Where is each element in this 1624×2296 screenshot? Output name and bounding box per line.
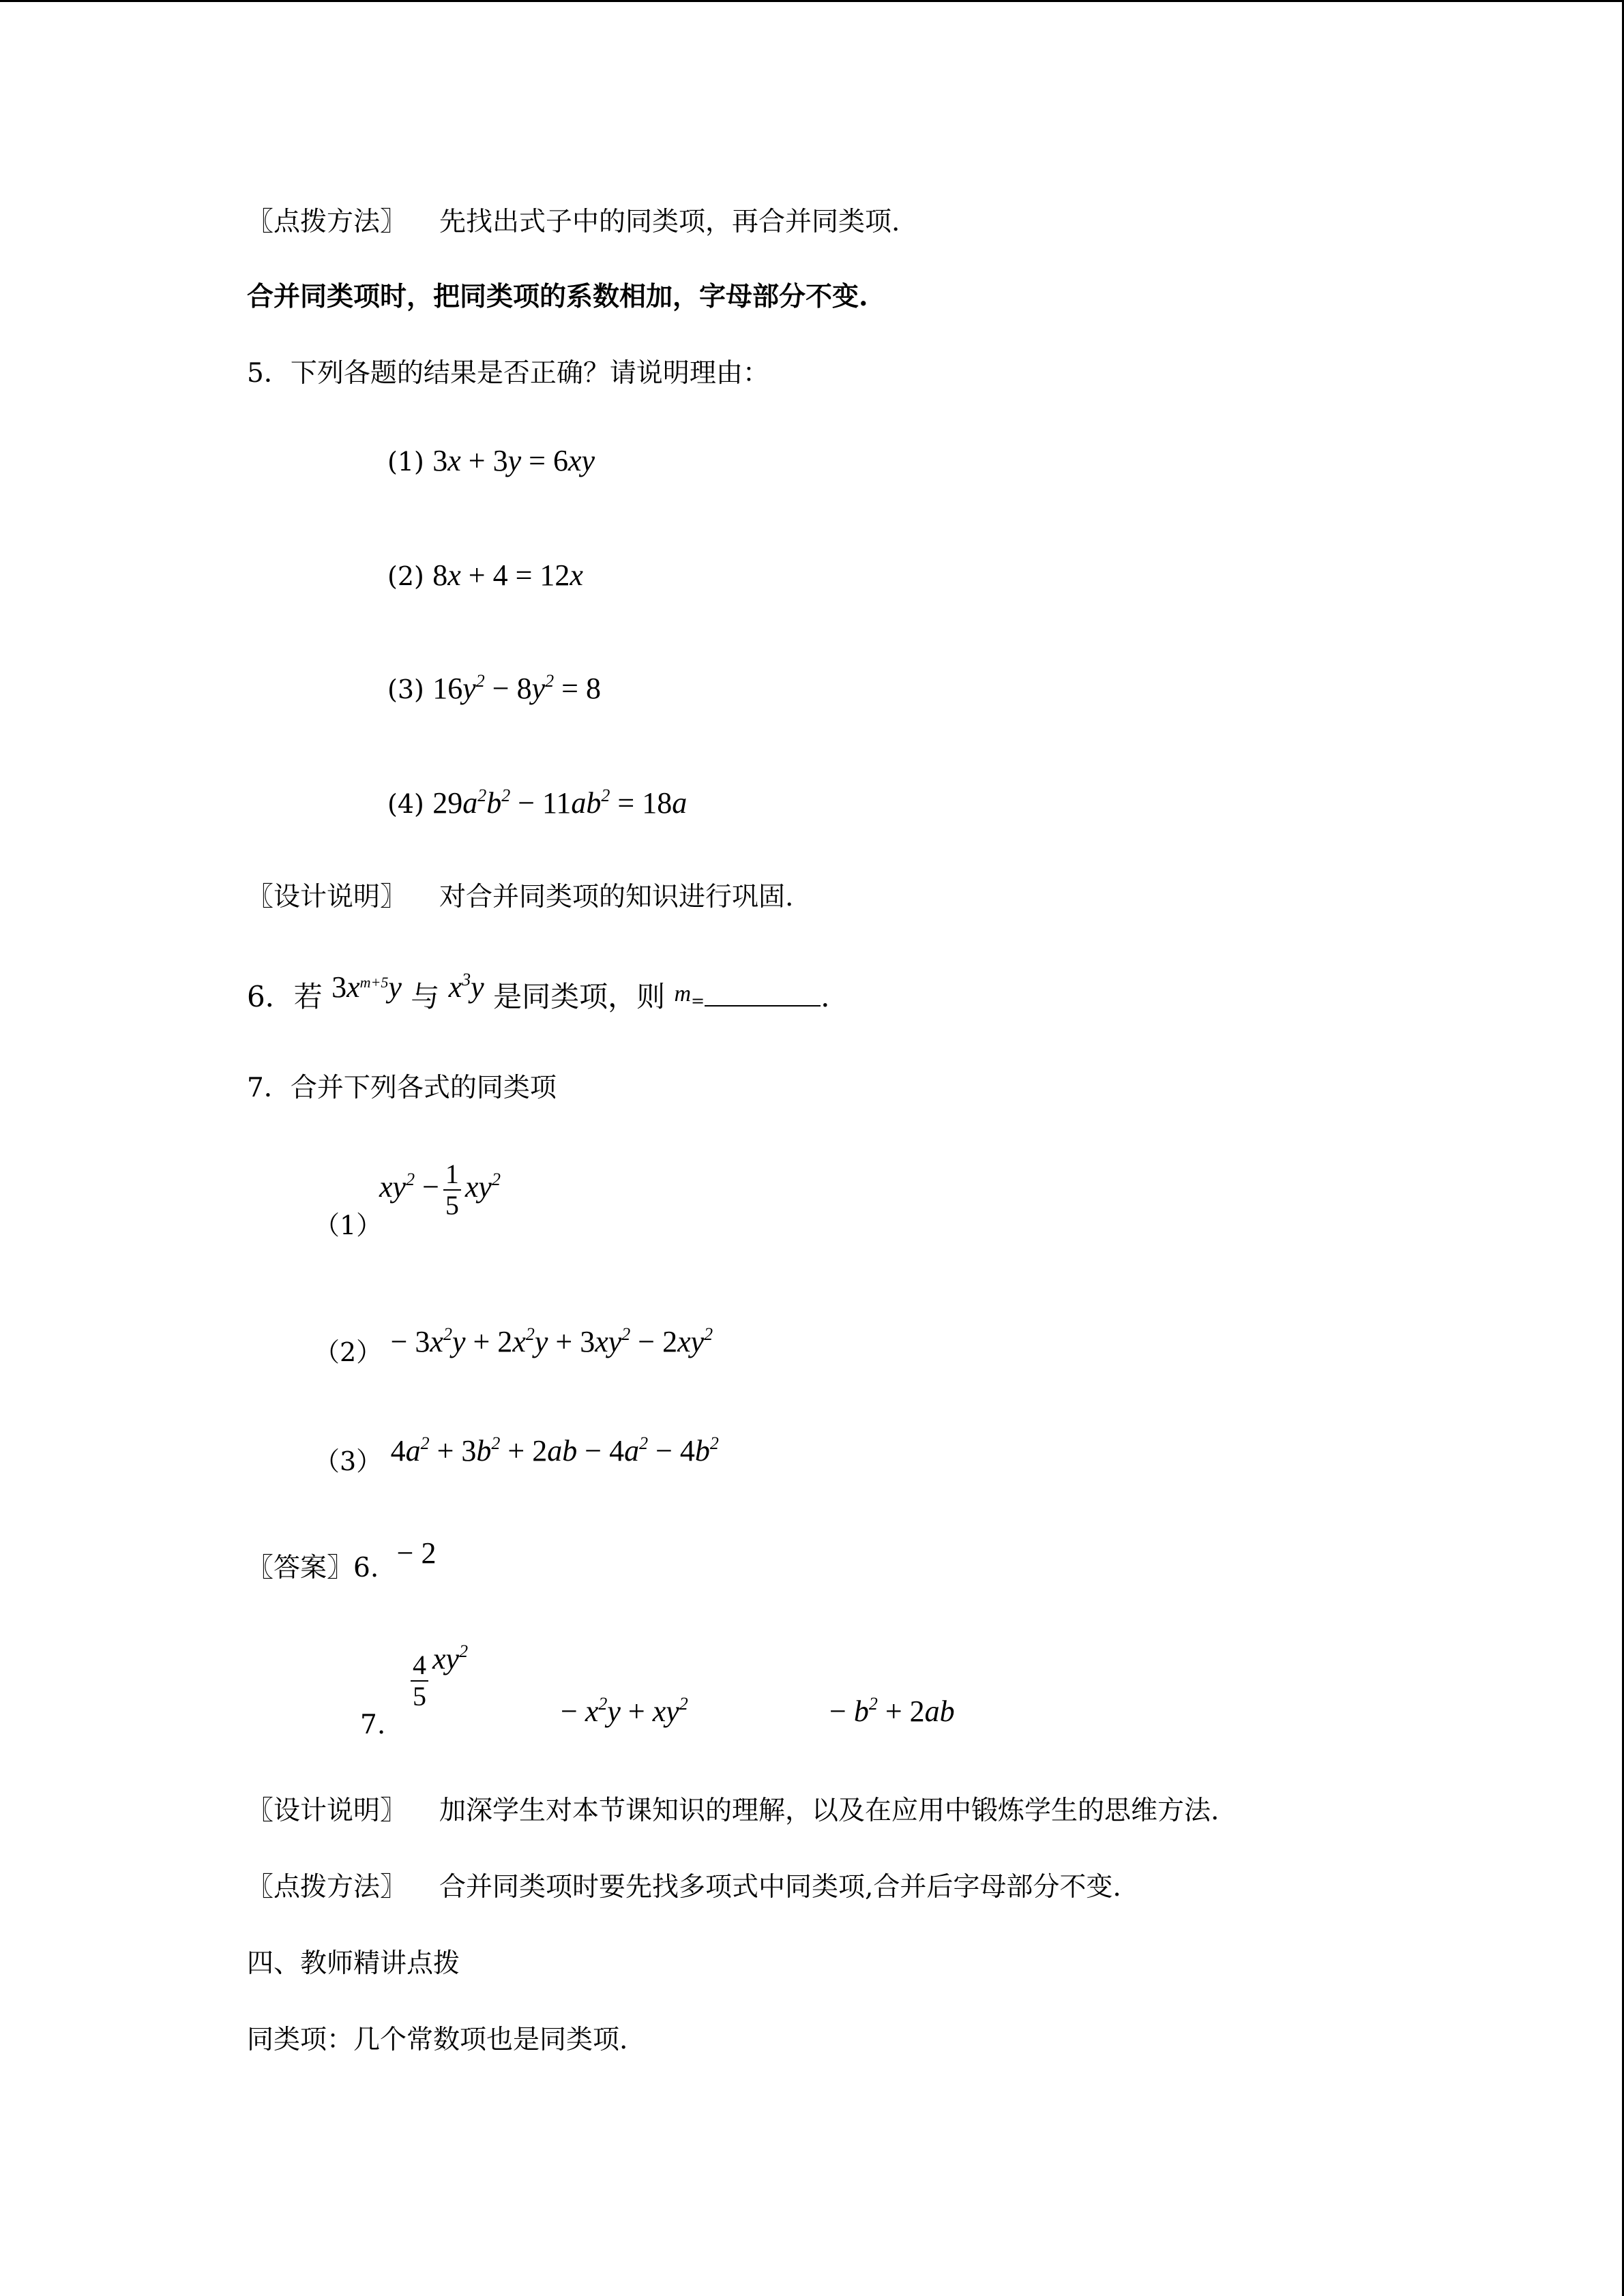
tip-method-line-2 <box>247 1872 1121 1903</box>
answer-6-value: − 2 <box>396 1536 437 1570</box>
design-note-text: 加深学生对本节课知识的理解，以及在应用中锻炼学生的思维方法. <box>439 1795 1220 1826</box>
fraction-one-fifth: $\frac{1}{5}$ <box>443 1159 461 1221</box>
q5-item-expr: $16y^2 - 8y^2 = 8$ <box>432 671 601 705</box>
answer-7-1: $\frac{4}{5}$ $xy^2$ <box>407 1650 468 1712</box>
q6-term-1: $3x^{m+5}y$ <box>331 970 402 1004</box>
q5-item-4 <box>387 787 687 818</box>
q7-item-1-expr: $xy^2$ − $\frac{1}{5}$ $xy^2$ <box>379 1159 501 1221</box>
q5-item-label: (3) <box>387 674 424 704</box>
page-top-border <box>0 0 1624 2</box>
q7-item-expr: − $3x^2y + 2x^2y + 3xy^2 - 2xy^2$ <box>390 1324 713 1358</box>
q5-item-label: (4) <box>387 789 424 819</box>
final-note: 同类项：几个常数项也是同类项. <box>247 2025 628 2055</box>
tip-method-text: 合并同类项时要先找多项式中同类项,合并后字母部分不变. <box>439 1872 1121 1903</box>
tip-method-text: 先找出式子中的同类项，再合并同类项. <box>439 207 900 237</box>
question-7-title: 7．合并下列各式的同类项 <box>247 1073 557 1103</box>
q5-item-1 <box>387 446 595 476</box>
design-note-tag: 〖设计说明〗 <box>247 1795 407 1826</box>
answer-7-3: − $b^2 + 2ab$ <box>829 1694 955 1728</box>
fraction-four-fifths: $\frac{4}{5}$ <box>411 1650 428 1712</box>
q6-mid: 与 <box>411 980 440 1013</box>
q5-item-label: (2) <box>387 561 424 591</box>
q7-item-label: （1） <box>314 1210 383 1240</box>
question-6 <box>247 970 830 1013</box>
q5-item-3 <box>387 672 601 704</box>
design-note-1 <box>247 884 793 910</box>
q6-suffix: 是同类项，则 <box>493 980 666 1013</box>
design-note-2 <box>247 1795 1220 1826</box>
tip-method-tag: 〖点拨方法〗 <box>247 1872 407 1903</box>
bold-rule: 合并同类项时，把同类项的系数相加，字母部分不变. <box>247 281 868 312</box>
design-note-text: 对合并同类项的知识进行巩固. <box>439 882 794 912</box>
q7-item-2 <box>314 1324 713 1367</box>
q5-item-expr: 8x + 4 = 12x <box>432 558 583 592</box>
answer-tag: 〖答案〗6. <box>247 1553 379 1583</box>
q6-prefix: 6．若 <box>247 980 323 1013</box>
tip-method-line-1 <box>247 209 900 235</box>
answer-7-2: − $x^2y + xy^2$ <box>561 1694 688 1728</box>
q6-term-2: $x^3y$ <box>448 970 484 1004</box>
question-5-title: 5．下列各题的结果是否正确？请说明理由： <box>247 358 769 389</box>
q5-item-label: (1) <box>387 447 424 477</box>
q6-equals: = <box>691 992 705 1011</box>
q7-item-3 <box>314 1433 719 1476</box>
q7-item-1 <box>314 1159 383 1240</box>
q5-item-expr: 3x + 3y = 6xy <box>432 444 595 477</box>
answer-7-label: 7. <box>360 1710 386 1740</box>
section-4-heading: 四、教师精讲点拨 <box>247 1948 460 1979</box>
q5-item-expr: $29a^2b^2 - 11ab^2 = 18a$ <box>432 786 688 820</box>
answer-line <box>247 1536 437 1583</box>
design-note-tag: 〖设计说明〗 <box>247 882 407 912</box>
q7-item-label: （2） <box>314 1337 383 1367</box>
q7-item-expr: $4a^2 + 3b^2 + 2ab - 4a^2 - 4b^2$ <box>390 1433 719 1467</box>
q5-item-2 <box>387 558 583 592</box>
q6-answer-blank[interactable] <box>705 981 821 1007</box>
tip-method-tag: 〖点拨方法〗 <box>247 207 407 237</box>
q6-variable: m <box>674 981 691 1007</box>
q7-item-label: （3） <box>314 1446 383 1476</box>
q6-end: . <box>821 980 830 1013</box>
